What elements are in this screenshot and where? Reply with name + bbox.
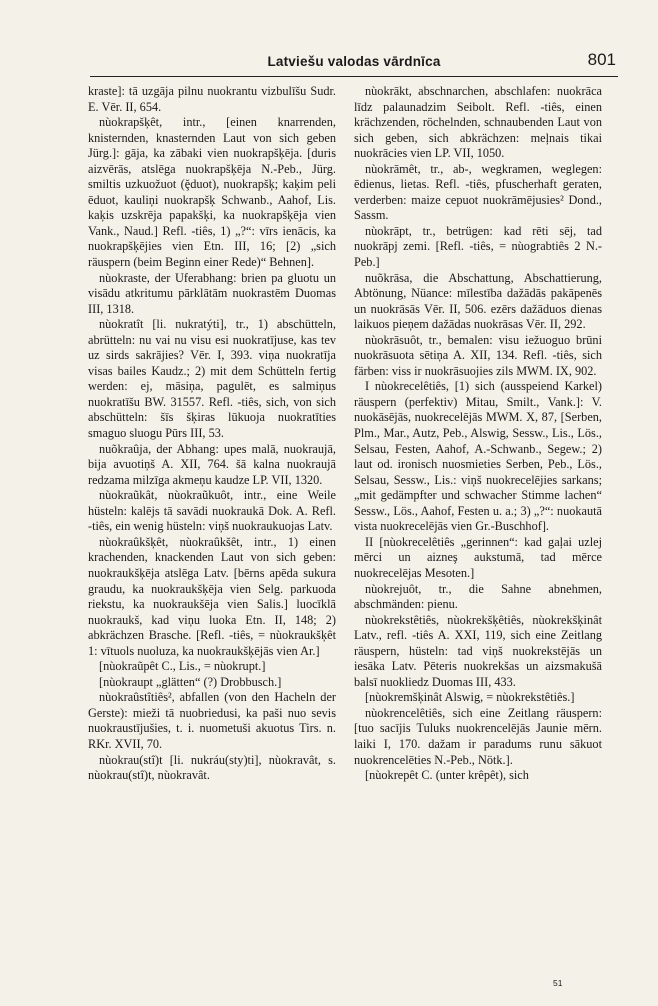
dictionary-entry: [nùokrepêt C. (unter krêpêt), sich	[365, 768, 529, 783]
dictionary-entry: nùokrāmêt, tr., ab-, wegkramen, weglegen: ēdienus, lietas. Refl. -tiês, pfuscherhaft geraten, verderben: maize cepuot nuokrāmējusies² Dond., Sassm.	[354, 161, 602, 223]
dictionary-entry: nùokrekstêtiês, nùokrekšķêtiês, nùokrekšķinât Latv., refl. -tiês A. XXI, 119, sich eine Zeitlang räuspern, hüsteln: tad viņš nuokrekstējās un iesāka Latv. Pēteris nuokrekšas un aizsmakušā balsī nuokliedz Duomas III, 433.	[354, 612, 602, 689]
page-number: 801	[587, 50, 616, 69]
dictionary-entry: nùokraûkšķêt, nùokraûkšêt, intr., 1) einen krachenden, knackenden Laut von sich geben: nuokraukšķēja atslēga Latv. [bērns apēda sukura graudu, ka nuokraukšķēja vien Selg. parkuoda riekstu, ka nuokraukšēja vien Salis.] luocīklā nuokraukš, kad viņu luoka Etn. II, 148; 2) abkrächzen Brasche. [Refl. -tiês, = nùokraukšķêt 1: vītuols nuoluza, ka nuokraukšķējās vien Ar.]	[88, 534, 336, 658]
dictionary-entry: nùokraste, der Uferabhang: brien pa gluotu un visādu atkritumu pārklātām nuokrastēm Duomas III, 1318.	[88, 270, 336, 316]
dictionary-entry: kraste]: tā uzgāja pilnu nuokrantu vizbulīšu Sudr. E. Vēr. II, 654.	[88, 84, 336, 114]
dictionary-entry: nùokraũkât, nùokraũkuôt, intr., eine Weile hüsteln: kalējs tā savādi nuokraukā Dok. A. Refl. -tiês, ein wenig hüsteln: viņš nuokraukuojas Latv.	[88, 488, 336, 534]
dictionary-entry: nùokrāsuôt, tr., bemalen: visu iežuoguo brūni nuokrāsuota sētiņa A. XII, 134. Refl. -tiês, sich färben: viss ir nuokrāsuojies zils MWM. IX, 902.	[354, 332, 602, 378]
dictionary-entry: nùokrākt, abschnarchen, abschlafen: nuokrāca līdz palaunadzim Seibolt. Refl. -tiês, einen krächzenden, röchelnden, schnaubenden Laut von sich geben, sich abkrächzen: meļnais tikai nuokrācies vien LP. VII, 1050.	[354, 84, 602, 161]
page-header	[90, 50, 618, 77]
dictionary-entry: nùokratît [li. nukratýti], tr., 1) abschütteln, abrütteln: nu vai nu visu esi nuokratījuse, kas tev uz sirds sakrājies? Vēr. I, 393. viņa nuokratīja visas bailes Kaudz.; 2) mit dem Schütteln fertig werden: ej, māsiņa, pagulēt, es salmiņus nuokratīšu BW. 31557. Refl. -tiês, sich, von sich abschütteln: šīs šķiras lūkuoja nuokratīties smaguo sluogu Pūrs III, 53.	[88, 317, 336, 441]
dictionary-entry: nùokraûstîtiês², abfallen (von den Hacheln der Gerste): mieži tā nuobriedusi, ka paši nuo sevis nuokraustījušies, t. i. nuometuši akuotus Tirs. n. RKr. XVII, 70.	[88, 690, 336, 751]
dictionary-entry: [nùokraupt „glätten“ (?) Drobbusch.]	[99, 674, 282, 689]
page-title: Latviešu valodas vārdnīca	[267, 54, 441, 69]
left-column	[88, 84, 336, 974]
dictionary-entry: [nùokraũpêt C., Lis., = nùokrupt.]	[99, 659, 266, 674]
dictionary-entry: nùokrejuôt, tr., die Sahne abnehmen, abschmänden: pienu.	[354, 581, 602, 612]
dictionary-entry: nùokrau(stî)t [li. nukráu(sty)ti], nùokravât, s. nùokrau(stî)t, nùokravât.	[88, 752, 336, 783]
dictionary-entry: I nùokrecelêtiês, [1) sich (ausspeiend Karkel) räuspern (perfektiv) Mitau, Smilt., Vank.]: V. nuokāsējās, nuokrecelējās MWM. X, 87, [Serben, Plm., Mar., Autz, Peb., Alswig, Sessw., Lis., Lös., Selsau, Festen, Aahof, A.-Schwanb., Segew.; 2) laut od. ironisch nuosmieties Serben, Peb., Lös., Selsau, Sessw., Lis.: viņš nuokrecelējies sarkans; „mit gedämpfter und schwacher Stimme lachen“ Sessw., Lös., Aahof, Festen u. a.; 3) „?“: nuokautā vista nuokrecelējās vien Gr.-Buschhof].	[354, 379, 602, 534]
dictionary-entry: nuõkraûja, der Abhang: upes malā, nuokraujā, bija avuotiņš A. XII, 764. šā kalna nuokraujā redzama milzīga akmeņu kaudze LP. VII, 1320.	[88, 441, 336, 487]
dictionary-entry: II [nùokrecelêtiês „gerinnen“: kad gaļai uzlej mērci un aizneş aukstumā, tad mērce nuokrecelējas Mesoten.]	[354, 534, 602, 580]
dictionary-entry: nùokrapšķêt, intr., [einen knarrenden, knisternden, knasternden Laut von sich geben Jürg.]: gāja, ka zābaki vien nuokrapšķēja. [duris aizvērās, atslēga nuokrapšķēja N.-Peb., Jürg. smiltis uzkuožuot (ḝduot), nuokrapšķ; kaķim peli ēduot, kauliņi nuokrapšķ Schwanb., Aahof, Lis. kaķis uzskrēja papakšķi, ka nuokrapšķēja vien Vank., Naud.] Refl. -tiês, 1) „?“: vīrs ienācis, ka nuokrapšķējies vien Etn. III, 16; [2) „sich räuspern (beim Beginn einer Rede)“ Behnen].	[88, 115, 336, 270]
dictionary-entry: [nùokremšķinât Alswig, = nùokrekstêtiês.]	[365, 690, 575, 705]
signature-mark: 51	[553, 978, 563, 988]
dictionary-entry: nuõkrāsa, die Abschattung, Abschattierung, Abtönung, Nüance: mīlestība dažādās pakāpenēs un nuokrāsās Vēr. II, 506. ezērs dažāduos dienas laikuos pieņem dažādas nuokrāsas Vēr. II, 292.	[354, 270, 602, 332]
dictionary-entry: nùokrencelêtiês, sich eine Zeitlang räuspern: [tuo sacījis Tuluks nuokrencelējās Jaunie mērn. laiki I, 170. dažam ir paradums runu sākuot nuokrencelēties N.-Peb., Nötk.].	[354, 705, 602, 767]
right-column	[354, 84, 602, 974]
dictionary-entry: nùokrāpt, tr., betrügen: kad rēti sēj, tad nuokrāpj zemi. [Refl. -tiês, = nùograbtiês 2 N.-Peb.]	[354, 223, 602, 270]
